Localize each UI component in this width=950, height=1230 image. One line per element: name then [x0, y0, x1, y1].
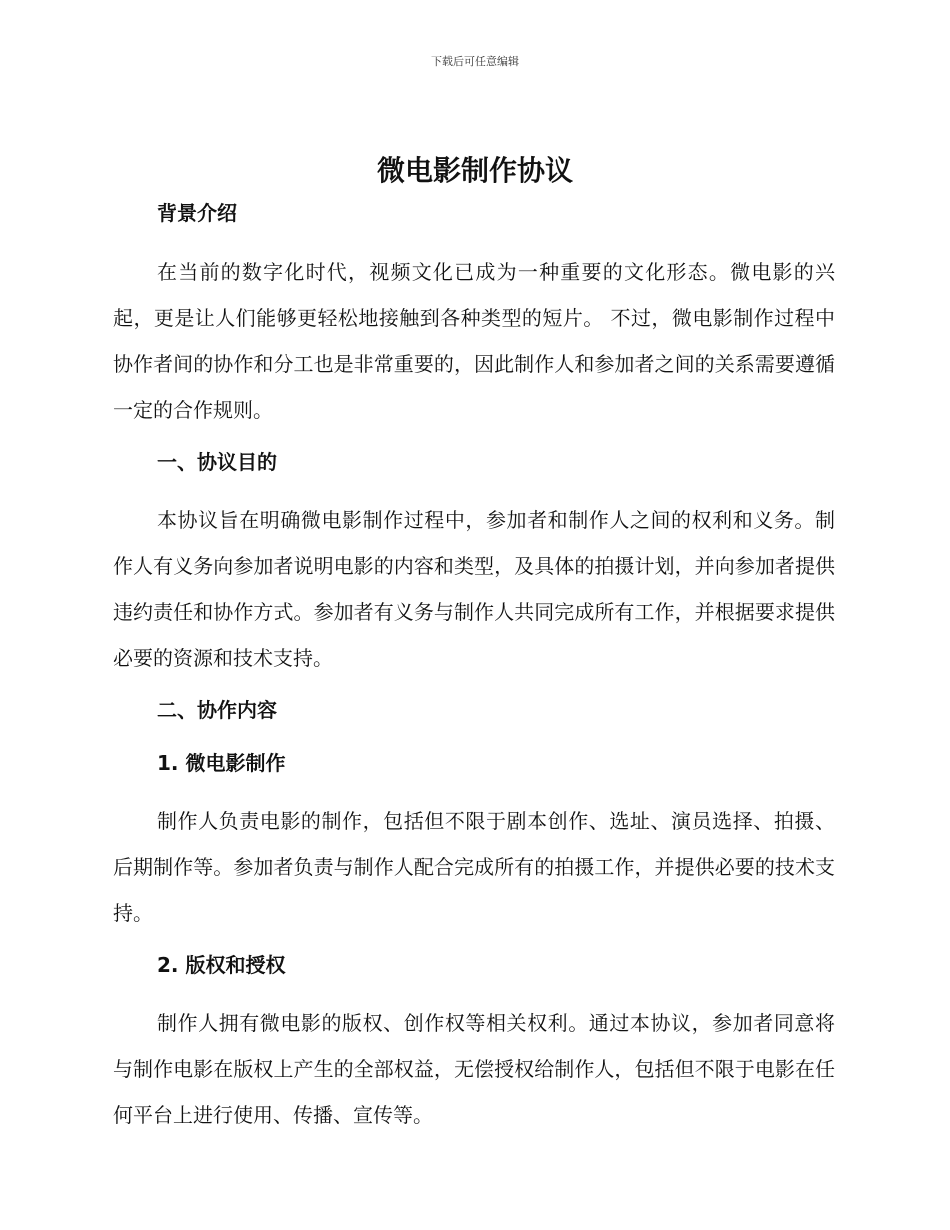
header-note: 下载后可任意编辑	[431, 55, 519, 68]
section-paragraph-purpose: 本协议旨在明确微电影制作过程中，参加者和制作人之间的权利和义务。制作人有义务向参加者说明电影的内容和类型，及具体的拍摄计划，并向参加者提供违约责任和协作方式。参加者有义务与制作人共同完成所有工作，并根据要求提供必要的资源和技术支持。	[113, 508, 835, 670]
subsection-heading-copyright: 2. 版权和授权	[157, 953, 286, 977]
subsection-paragraph-copyright: 制作人拥有微电影的版权、创作权等相关权利。通过本协议，参加者同意将与制作电影在版权上产生的全部权益，无偿授权给制作人，包括但不限于电影在任何平台上进行使用、传播、宣传等。	[113, 1011, 835, 1127]
subsection-heading-production: 1. 微电影制作	[157, 751, 286, 775]
document-title: 微电影制作协议	[376, 154, 573, 187]
section-heading-content: 二、协作内容	[157, 698, 277, 722]
section-paragraph-background: 在当前的数字化时代，视频文化已成为一种重要的文化形态。微电影的兴起，更是让人们能够更轻松地接触到各种类型的短片。 不过，微电影制作过程中协作者间的协作和分工也是非常重要的，因此制作人和参加者之间的关系需要遵循一定的合作规则。	[113, 260, 835, 422]
subsection-paragraph-production: 制作人负责电影的制作，包括但不限于剧本创作、选址、演员选择、拍摄、后期制作等。参加者负责与制作人配合完成所有的拍摄工作，并提供必要的技术支持。	[113, 809, 835, 925]
section-heading-purpose: 一、协议目的	[157, 450, 277, 474]
document-body	[113, 196, 835, 1138]
section-heading-background: 背景介绍	[157, 201, 237, 225]
